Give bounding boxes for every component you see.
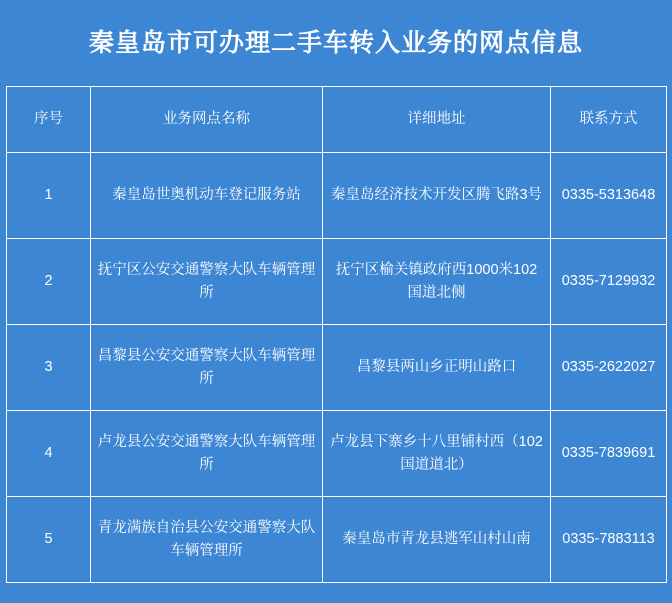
cell-address: 昌黎县两山乡正明山路口 — [323, 325, 551, 411]
column-header-address: 详细地址 — [323, 87, 551, 153]
column-header-name: 业务网点名称 — [91, 87, 323, 153]
column-header-contact: 联系方式 — [551, 87, 667, 153]
cell-contact: 0335-2622027 — [551, 325, 667, 411]
cell-contact: 0335-5313648 — [551, 153, 667, 239]
cell-contact: 0335-7883113 — [551, 497, 667, 583]
cell-index: 1 — [7, 153, 91, 239]
cell-address: 抚宁区榆关镇政府西1000米102国道北侧 — [323, 239, 551, 325]
table-row — [7, 153, 667, 239]
table-row — [7, 325, 667, 411]
table-row — [7, 497, 667, 583]
table-body — [7, 87, 667, 583]
service-points-table — [6, 86, 667, 583]
cell-index: 3 — [7, 325, 91, 411]
column-header-index: 序号 — [7, 87, 91, 153]
cell-index: 2 — [7, 239, 91, 325]
cell-name: 秦皇岛世奥机动车登记服务站 — [91, 153, 323, 239]
cell-index: 4 — [7, 411, 91, 497]
cell-address: 秦皇岛市青龙县逃军山村山南 — [323, 497, 551, 583]
table-container — [0, 86, 672, 583]
cell-address: 卢龙县下寨乡十八里铺村西（102国道道北） — [323, 411, 551, 497]
cell-contact: 0335-7129932 — [551, 239, 667, 325]
cell-name: 抚宁区公安交通警察大队车辆管理所 — [91, 239, 323, 325]
cell-contact: 0335-7839691 — [551, 411, 667, 497]
title-bar — [0, 0, 672, 86]
cell-index: 5 — [7, 497, 91, 583]
page-title: 秦皇岛市可办理二手车转入业务的网点信息 — [88, 29, 583, 57]
cell-address: 秦皇岛经济技术开发区腾飞路3号 — [323, 153, 551, 239]
table-header-row — [7, 87, 667, 153]
cell-name: 青龙满族自治县公安交通警察大队车辆管理所 — [91, 497, 323, 583]
cell-name: 昌黎县公安交通警察大队车辆管理所 — [91, 325, 323, 411]
cell-name: 卢龙县公安交通警察大队车辆管理所 — [91, 411, 323, 497]
table-row — [7, 411, 667, 497]
table-row — [7, 239, 667, 325]
